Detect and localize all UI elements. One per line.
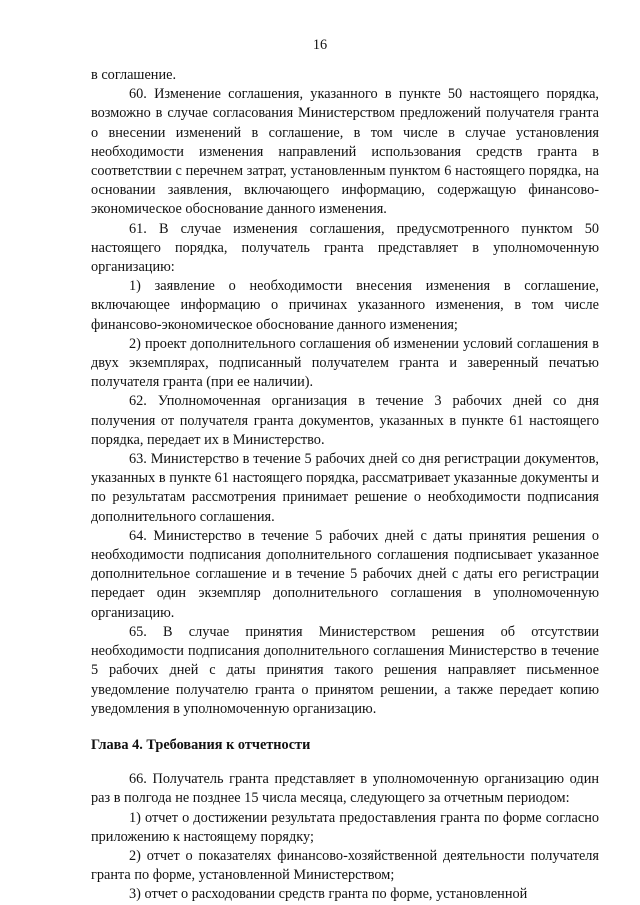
- paragraph: 62. Уполномоченная организация в течение 3 рабочих дней со дня получения от получателя гранта документов, указанных в пункте 61 настоящего порядка, передает их в Министерство.: [91, 393, 599, 448]
- paragraph: 63. Министерство в течение 5 рабочих дней со дня регистрации документов, указанных в пункте 61 настоящего порядка, рассматривает указанные документы и по результатам рассмотрения принимает решение о необходимости подписания дополнительного соглашения.: [91, 451, 599, 525]
- paragraph: 60. Изменение соглашения, указанного в пункте 50 настоящего порядка, возможно в случае согласования Министерством предложений получателя гранта о внесении изменений в соглашение, в том числе в случае установления необходимости изменения направлений использования средств гранта в соответствии с перечнем затрат, установленным пунктом 6 настоящего порядка, на основании заявления, включающего информацию, содержащую финансово-экономическое обоснование данного изменения.: [91, 86, 599, 218]
- paragraph: в соглашение.: [91, 67, 177, 83]
- paragraph: 2) проект дополнительного соглашения об изменении условий соглашения в двух экземплярах, подписанный получателем гранта и заверенный печатью получателя гранта (при ее наличии).: [91, 335, 599, 391]
- paragraph: 61. В случае изменения соглашения, предусмотренного пунктом 50 настоящего порядка, получатель гранта представляет в уполномоченную организацию:: [91, 220, 599, 276]
- paragraph: 65. В случае принятия Министерством решения об отсутствии необходимости подписания дополнительного соглашения Министерство в течение 5 рабочих дней с даты принятия такого решения направляет письменное уведомление получателю гранта о принятом решении, а также передает копию уведомления в уполномоченную организацию.: [91, 623, 599, 717]
- paragraph: 2) отчет о показателях финансово-хозяйственной деятельности получателя гранта по форме, установленной Министерством;: [91, 847, 599, 884]
- section-before: [91, 66, 599, 719]
- paragraph: 64. Министерство в течение 5 рабочих дней с даты принятия решения о необходимости подписания дополнительного соглашения подписывает указанное дополнительное соглашение и в течение 5 рабочих дней с даты его регистрации передает один экземпляр дополнительного соглашения в уполномоченную организацию.: [91, 527, 599, 621]
- paragraph: 1) отчет о достижении результата предоставления гранта по форме согласно приложению к настоящему порядку;: [91, 809, 599, 845]
- document-body: [91, 66, 599, 905]
- paragraph: 66. Получатель гранта представляет в уполномоченную организацию один раз в полгода не позднее 15 числа месяца, следующего за отчетным периодом:: [91, 771, 599, 807]
- chapter-heading: Глава 4. Требования к отчетности: [91, 736, 311, 753]
- page-number: 16: [312, 37, 328, 53]
- paragraph: 3) отчет о расходовании средств гранта по форме, установленной: [129, 886, 528, 903]
- paragraph: 1) заявление о необходимости внесения изменения в соглашение, включающее информацию о причинах указанного изменения, в том числе финансово-экономическое обоснование данного изменения;: [91, 278, 599, 333]
- section-after: [91, 770, 599, 904]
